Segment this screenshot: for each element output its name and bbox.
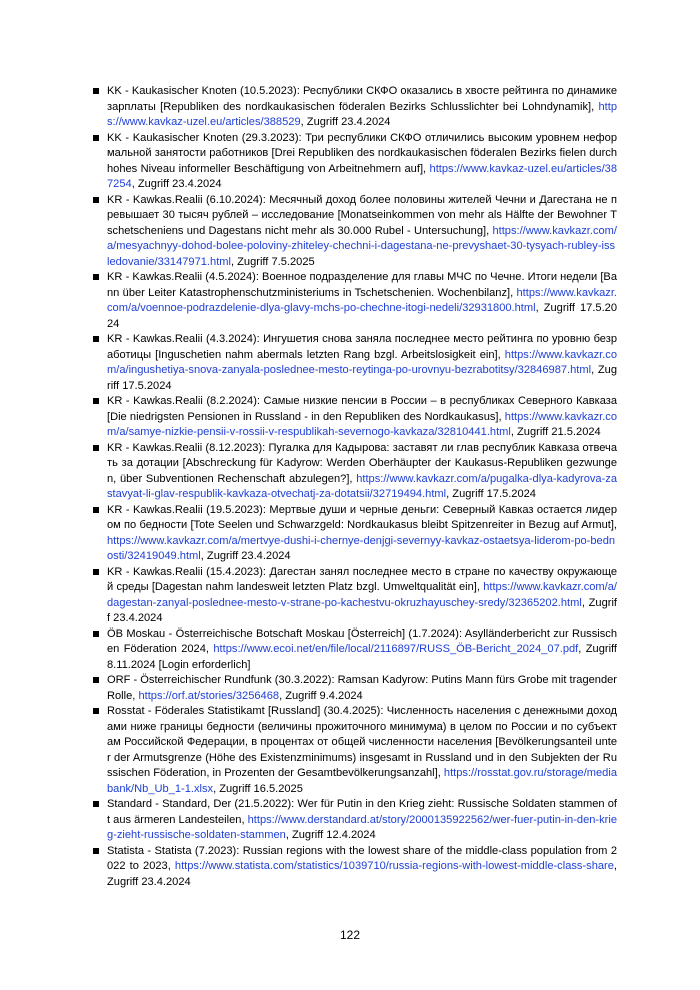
reference-item [93,84,617,131]
reference-access-date: , Zugriff 8.11.2024 [Login erforderlich] [107,643,618,671]
reference-text: KR - Kawkas.Realii (8.2.2024): Самые низкие пенсии в России – в республиках Северного Кавказа [Die niedrigsten Pensionen in Russland - in den Republiken des Nordkaukasus], [107,395,617,423]
reference-text: KR - Kawkas.Realii (6.10.2024): Месячный доход более половины жителей Чечни и Дагестана не превышает 30 тысяч рублей – исследование [Monatseinkommen von mehr als Hälfte der Bewohner Tschetscheniens und Dagestans nicht mehr als 30.000 Rubel - Untersuchung], [107,193,617,237]
bullet-marker [93,445,99,451]
reference-link[interactable]: https://www.kavkaz-uzel.eu/articles/387254 [107,162,617,190]
reference-item [93,441,617,503]
reference-link[interactable]: https://www.statista.com/statistics/1039710/russia-regions-with-lowest-middle-class-share [174,860,614,872]
reference-access-date: , Zugriff 17.5.2024 [107,302,617,330]
bullet-marker [93,398,99,404]
reference-item [93,394,617,441]
reference-link[interactable]: https://www.kavkazr.com/a/mertvye-dushi-i-chernye-denjgi-severnyy-kavkaz-ostaetsya-liderom-po-bednosti/32419049.html [107,534,616,562]
bullet-marker [93,336,99,342]
reference-text: Statista - Statista (7.2023): Russian regions with the lowest share of the middle-class population from 2022 to 2023, [107,844,617,872]
reference-link[interactable]: https://www.kavkazr.com/a/pugalka-dlya-kadyrova-zastavyat-li-glav-respublik-kavkaza-otvechatj-za-dotatsii/32719494.html [107,472,617,500]
bullet-marker [93,708,99,714]
reference-link[interactable]: https://www.kavkazr.com/a/voennoe-podrazdelenie-dlya-glavy-mchs-po-chechne-itogi-nedeli/32931800.html [107,286,617,314]
reference-text: Rosstat - Föderales Statistikamt [Russland] (30.4.2025): Численность населения с денежными доходами ниже границы бедности (величины прожиточного минимума) в целом по России и по субъектам Российской Федерации, в процентах от общей численности населения [Bevölkerungsanteil unter der Armutsgrenze (Höhe des Existenzminimums) insgesamt in Russland und in den Subjekten der Russischen Föderation, in Prozenten der Gesamtbevölkerungsanzahl], [107,705,617,779]
reference-item [93,673,617,704]
reference-item [93,503,617,565]
reference-link[interactable]: https://www.derstandard.at/story/2000135922562/wer-fuer-putin-in-den-krieg-zieht-russische-soldaten-stammen [107,813,617,841]
bullet-marker [93,88,99,94]
reference-text: KK - Kaukasischer Knoten (29.3.2023): Три республики СКФО отличились высоким уровнем неформальной занятости работников [Drei Republiken des nordkaukasischen föderalen Bezirks fielen durch hohes Niveau informeller Beschäftigung von Arbeitnehmern auf], [107,131,617,175]
reference-item [93,844,617,891]
reference-access-date: , Zugriff 12.4.2024 [285,829,376,841]
reference-text: ÖB Moskau - Österreichische Botschaft Moskau [Österreich] (1.7.2024): Asylländerbericht zur Russischen Föderation 2024, [107,627,617,655]
page-number: 122 [339,928,361,942]
reference-access-date: , Zugriff 23.4.2024 [107,596,617,624]
reference-text: KR - Kawkas.Realii (4.3.2024): Ингушетия снова заняла последнее место рейтинга по уровню безработицы [Inguschetien nahm abermals letzten Rang bzgl. Arbeitslosigkeit ein], [107,333,617,361]
reference-access-date: , Zugriff 7.5.2025 [230,255,315,268]
reference-text: KK - Kaukasischer Knoten (10.5.2023): Республики СКФО оказались в хвосте рейтинга по динамике зарплаты [Republiken des nordkaukasischen föderalen Bezirks Schlusslichter bei Lohndynamik], [107,85,617,113]
reference-access-date: , Zugriff 16.5.2025 [213,782,303,795]
reference-text: KR - Kawkas.Realii (19.5.2023): Мертвые души и черные деньги: Северный Кавказ остается лидером по бедности [Tote Seelen und Schwarzgeld: Nordkaukasus bleibt Spitzenreiter in Bezug auf Armut], [107,503,617,531]
bullet-marker [93,197,99,203]
reference-item [93,565,617,627]
bullet-marker [93,848,99,854]
reference-link[interactable]: https://www.kavkaz-uzel.eu/articles/388529 [107,100,617,128]
reference-link[interactable]: https://rosstat.gov.ru/storage/mediabank/Nb_Ub_1-1.xlsx [107,767,617,795]
bullet-marker [93,677,99,683]
reference-text: ORF - Österreichischer Rundfunk (30.3.2022): Ramsan Kadyrow: Putins Mann fürs Grobe mit tragender Rolle, [107,674,617,702]
reference-access-date: , Zugriff 23.4.2024 [107,860,617,888]
reference-item [93,797,617,844]
reference-text: KR - Kawkas.Realii (4.5.2024): Военное подразделение для главы МЧС по Чечне. Итоги недели [Bann über Leiter Katastrophenschutzministeriums in Tschetschenien. Wochenbilanz], [107,271,617,299]
reference-item [93,131,617,193]
reference-text: KR - Kawkas.Realii (15.4.2023): Дагестан занял последнее место в стране по качеству окружающей среды [Dagestan nahm landesweit letzten Platz bzgl. Umweltqualität ein], [107,565,617,593]
reference-link[interactable]: https://www.kavkazr.com/a/dagestan-zanyal-poslednee-mesto-v-strane-po-kachestvu-okruzhayuschey-sredy/32365202.html [107,581,617,609]
bullet-marker [93,507,99,513]
reference-item [93,332,617,394]
bullet-marker [93,631,99,637]
reference-item [93,270,617,332]
reference-item [93,627,617,674]
reference-text: KR - Kawkas.Realii (8.12.2023): Пугалка для Кадырова: заставят ли глав республик Кавказа отвечать за дотации [Abschreckung für Kadyrow: Werden Oberhäupter der Kaukasus-Republiken gezwungen, über Subventionen Rechenschaft abzulegen?], [107,441,617,485]
reference-item [93,704,617,797]
reference-link[interactable]: https://www.kavkazr.com/a/samye-nizkie-pensii-v-rossii-v-respublikah-severnogo-kavkaza/32810441.html [107,410,617,438]
reference-access-date: , Zugriff 17.5.2024 [446,488,536,500]
bullet-marker [93,135,99,141]
reference-link[interactable]: https://www.kavkazr.com/a/ingushetiya-snova-zanyala-poslednee-mesto-reytinga-po-urovnyu-bezrabotitsy/32846987.html [107,348,617,376]
reference-access-date: , Zugriff 23.4.2024 [200,550,291,562]
reference-access-date: , Zugriff 23.4.2024 [300,116,391,128]
reference-text: Standard - Standard, Der (21.5.2022): Wer für Putin in den Krieg zieht: Russische Soldaten stammen oft aus ärmeren Landesteilen, [107,798,617,826]
reference-link[interactable]: https://www.kavkazr.com/a/mesyachnyy-dohod-bolee-poloviny-zhiteley-chechni-i-dagestana-ne-prevyshaet-30-tysyach-rubley-issledovanie/33147971.html [107,224,617,268]
reference-item [93,193,617,271]
bullet-marker [93,274,99,280]
reference-access-date: , Zugriff 21.5.2024 [510,426,601,438]
reference-list [93,84,617,890]
reference-access-date: , Zugriff 23.4.2024 [131,178,222,190]
reference-access-date: , Zugriff 17.5.2024 [107,364,617,392]
reference-link[interactable]: https://orf.at/stories/3256468 [138,689,280,702]
reference-access-date: , Zugriff 9.4.2024 [279,689,363,702]
bullet-marker [93,569,99,575]
reference-link[interactable]: https://www.ecoi.net/en/file/local/2116897/RUSS_ÖB-Bericht_2024_07.pdf [213,643,579,655]
bullet-marker [93,801,99,807]
